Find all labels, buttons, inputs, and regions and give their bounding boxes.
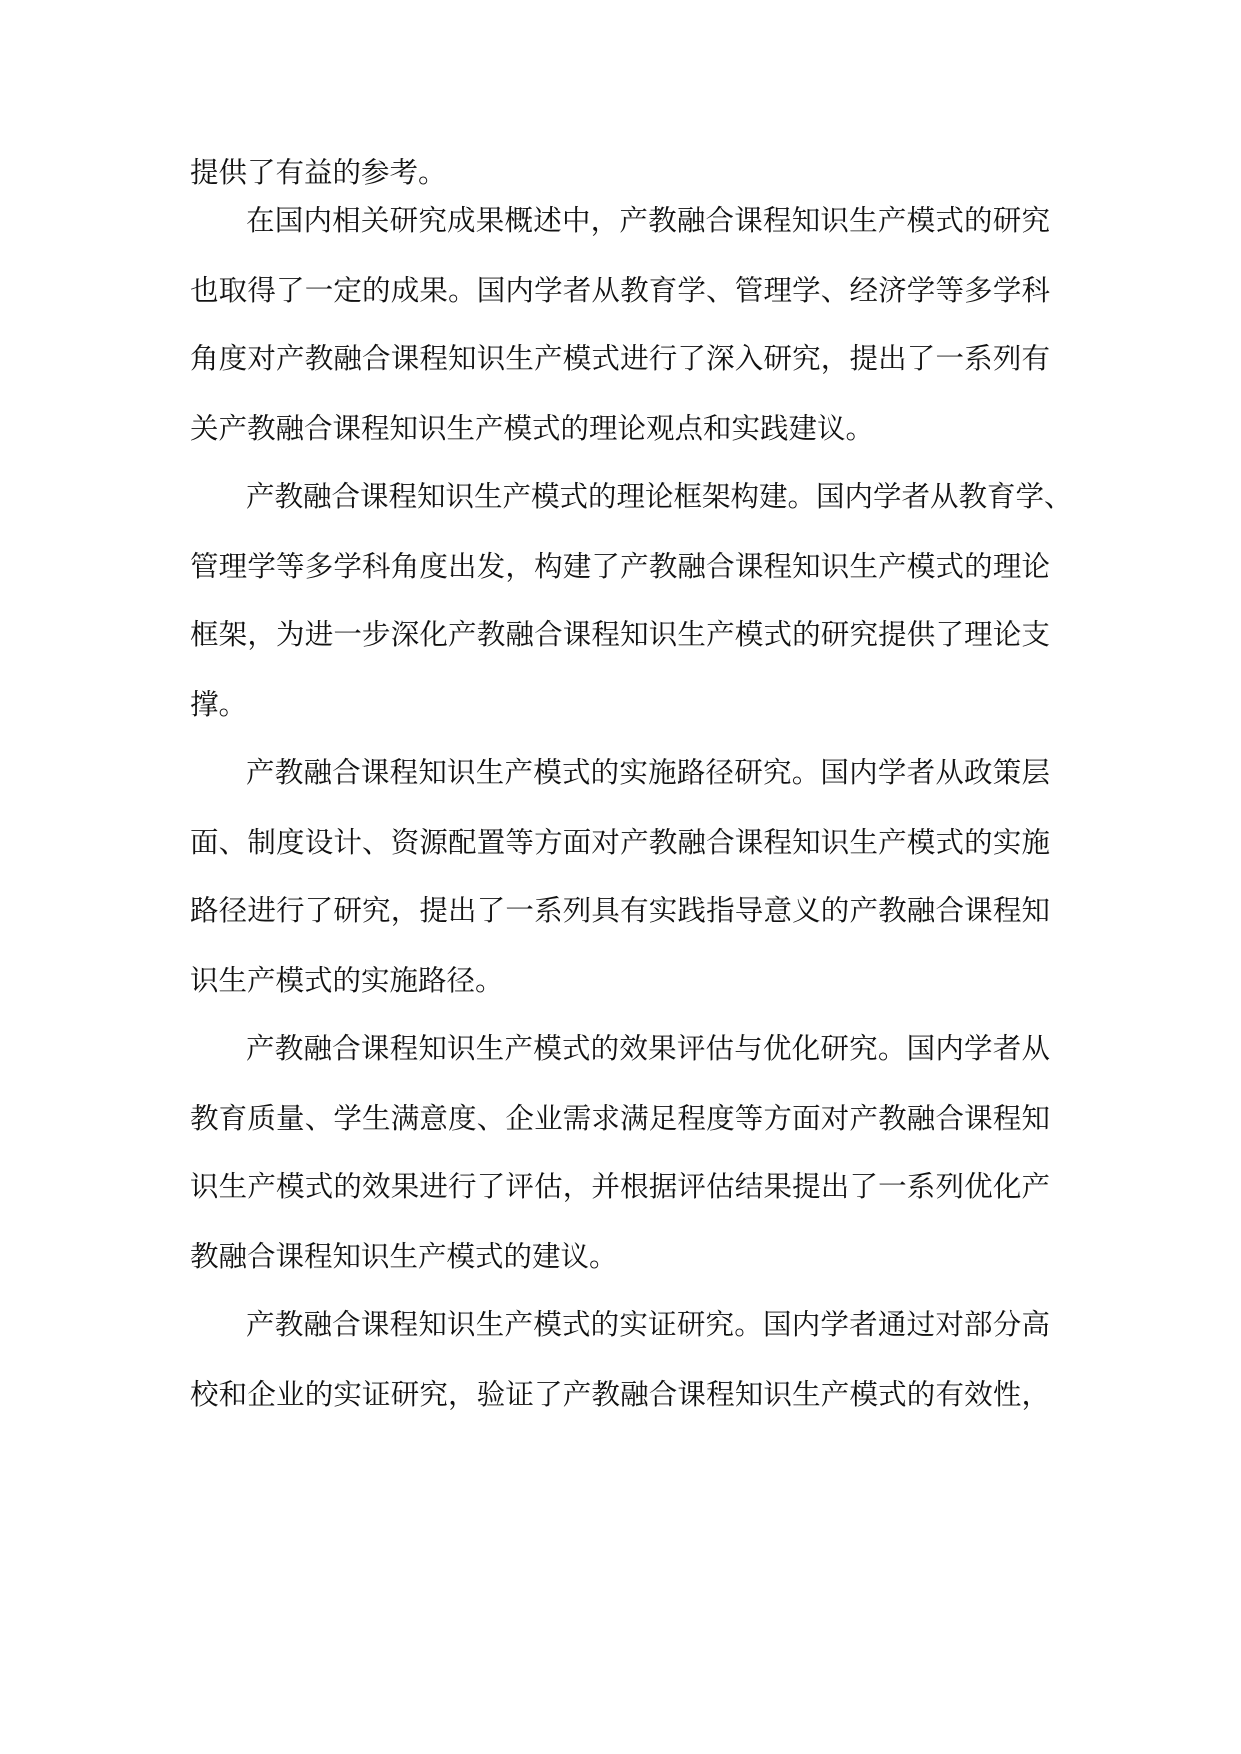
text-line: 校和企业的实证研究，验证了产教融合课程知识生产模式的有效性，: [190, 1378, 1050, 1411]
text-line: 也取得了一定的成果。国内学者从教育学、管理学、经济学等多学科: [190, 274, 1050, 307]
text-line: 管理学等多学科角度出发，构建了产教融合课程知识生产模式的理论: [190, 550, 1050, 583]
text-line: 产教融合课程知识生产模式的实施路径研究。国内学者从政策层: [246, 756, 1050, 789]
text-line: 教融合课程知识生产模式的建议。: [190, 1240, 618, 1273]
text-line: 关产教融合课程知识生产模式的理论观点和实践建议。: [190, 412, 875, 445]
text-line: 面、制度设计、资源配置等方面对产教融合课程知识生产模式的实施: [190, 826, 1050, 859]
text-line: 教育质量、学生满意度、企业需求满足程度等方面对产教融合课程知: [190, 1102, 1050, 1135]
text-line: 路径进行了研究，提出了一系列具有实践指导意义的产教融合课程知: [190, 894, 1050, 927]
text-line: 识生产模式的实施路径。: [190, 964, 504, 997]
text-line: 角度对产教融合课程知识生产模式进行了深入研究，提出了一系列有: [190, 342, 1050, 375]
text-line: 撑。: [190, 688, 248, 721]
text-line: 产教融合课程知识生产模式的效果评估与优化研究。国内学者从: [246, 1032, 1050, 1065]
text-line: 产教融合课程知识生产模式的理论框架构建。国内学者从教育学、: [246, 480, 1073, 513]
text-line: 框架，为进一步深化产教融合课程知识生产模式的研究提供了理论支: [190, 618, 1050, 651]
text-line: 提供了有益的参考。: [190, 156, 447, 189]
text-line: 产教融合课程知识生产模式的实证研究。国内学者通过对部分高: [246, 1308, 1050, 1341]
text-line: 在国内相关研究成果概述中，产教融合课程知识生产模式的研究: [246, 204, 1050, 237]
text-line: 识生产模式的效果进行了评估，并根据评估结果提出了一系列优化产: [190, 1170, 1050, 1203]
